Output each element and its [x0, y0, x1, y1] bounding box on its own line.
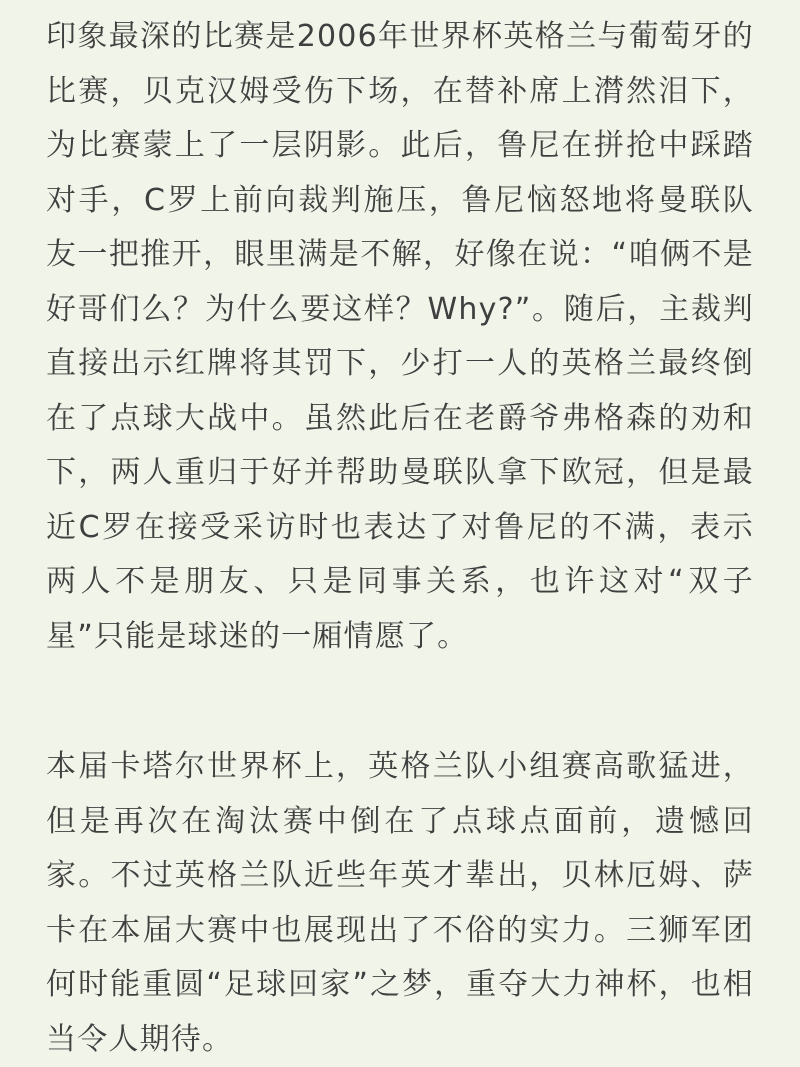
article-paragraph-1: 印象最深的比赛是2006年世界杯英格兰与葡萄牙的比赛，贝克汉姆受伤下场，在替补席上潸然泪下，为比赛蒙上了一层阴影。此后，鲁尼在拼抢中踩踏对手，C罗上前向裁判施压，鲁尼恼怒地将曼联队友一把推开，眼里满是不解，好像在说：“咱俩不是好哥们么？为什么要这样？Why?”。随后，主裁判直接出示红牌将其罚下，少打一人的英格兰最终倒在了点球大战中。虽然此后在老爵爷弗格森的劝和下，两人重归于好并帮助曼联队拿下欧冠，但是最近C罗在接受采访时也表达了对鲁尼的不满，表示两人不是朋友、只是同事关系，也许这对“双子星”只能是球迷的一厢情愿了。	[46, 19, 754, 654]
article-paragraph-2: 本届卡塔尔世界杯上，英格兰队小组赛高歌猛进，但是再次在淘汰赛中倒在了点球点面前，遗憾回家。不过英格兰队近些年英才辈出，贝林厄姆、萨卡在本届大赛中也展现出了不俗的实力。三狮军团何时能重圆“足球回家”之梦，重夺大力神杯，也相当令人期待。	[46, 749, 754, 1057]
